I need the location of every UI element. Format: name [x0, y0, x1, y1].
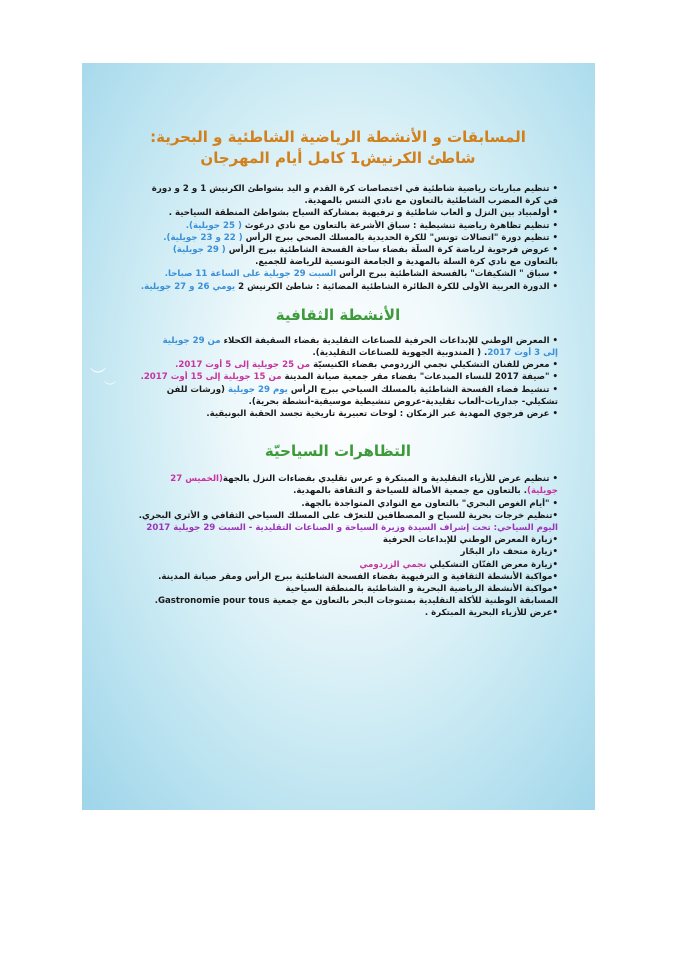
title-line-1: المسابقات و الأنشطة الرياضية الشاطئية و البحرية: — [150, 128, 526, 146]
page-title — [118, 127, 558, 169]
list-item: • تنظيم تظاهرة رياضية تنشيطية : سباق الأشرعة بالتعاون مع نادي درغوث ( 25 جويلية). — [185, 220, 558, 231]
bird-icon: ︶ — [104, 380, 117, 394]
list-item: إلى 3 أوت 2017. ( المندوبية الجهوية للصناعات التقليدية). — [312, 348, 558, 359]
list-item: اليوم السياحي: تحت إشراف السيدة وزيرة السياحة و الصناعات التقليدية - السبت 29 جويلية 2017 — [146, 523, 558, 534]
list-item: تشكيلي- جداريات-ألعاب تقليدية-عروض تنشيطية موسيقية-أنشطة بحرية). — [248, 396, 558, 407]
list-item: • معرض للفنان التشكيلي نجمي الزردومي بفضاء الكنيسيّة من 25 جويلية إلى 5 أوت 2017. — [175, 360, 558, 371]
cultural-list — [118, 335, 558, 420]
bird-icon: ︶ — [90, 366, 107, 385]
list-item: المسابقة الوطنية للأكلة التقليدية بمنتوجات البحر بالتعاون مع جمعية Gastronomie pour tous. — [154, 596, 558, 607]
section-title-tourism: التظاهرات السياحيّة — [264, 442, 412, 461]
list-item: • عروض فرجوية لرياضة كرة السلّة بفضاء ساحة الفسحة الشاطئية ببرج الرأس ( 29 جويلية) — [172, 245, 558, 256]
list-item: جويلية). بالتعاون مع جمعية الأصالة للسياحة و الثقافة بالمهدية. — [293, 486, 558, 497]
list-item: • أولمبياد بين النزل و ألعاب شاطئية و ترفيهية بمشاركة السياح بشواطئ المنطقة السياحية . — [168, 208, 558, 219]
list-item: • تنظيم دورة "اتصالات تونس" للكرة الحديدية بالمسلك الصحي ببرج الرأس ( 22 و 23 جويلية). — [163, 232, 558, 243]
sports-list — [118, 183, 558, 293]
poster — [82, 63, 595, 810]
list-item: •زيارة المعرض الوطني للإبداعات الحرفية — [382, 535, 558, 546]
tourism-list — [118, 473, 558, 619]
list-item: •زيارة متحف دار البحّار — [460, 547, 558, 558]
section-title-cultural: الأنشطة الثقافية — [275, 305, 401, 324]
list-item: • سباق " الشكيفات" بالفسحة الشاطئية ببرج الرأس السبت 29 جويلية على الساعة 11 صباحا. — [164, 269, 558, 280]
list-item: •زيارة معرض الفنّان التشكيلي نجمي الزردومي — [359, 559, 558, 570]
title-line-2: شاطئ الكرنيش1 كامل أيام المهرجان — [200, 149, 476, 167]
list-item: • عرض فرجوي المهدية عبر الزمكان : لوحات تعبيرية تاريخية تجسد الحقبة البونيقية. — [206, 409, 558, 420]
list-item: • تنظيم مباريات رياضية شاطئية في اختصاصات كرة القدم و اليد بشواطئ الكرنيش 1 و 2 و دورة — [151, 184, 558, 194]
list-item: •مواكبة الأنشطة الرياضية البحرية و الشاطئية بالمنطقة السياحية — [285, 584, 558, 595]
list-item: •مواكبة الأنشطة الثقافية و الترفيهية بفضاء الفسحة الشاطئية ببرج الرأس ومقر صيانة المدينة. — [158, 571, 558, 582]
list-item: • المعرض الوطني للإبداعات الحرفية للصناعات التقليدية بفضاء السقيفة الكحلاء من 29 جويلية — [162, 335, 558, 346]
poster-content — [118, 123, 558, 620]
list-item: • تنشيط فضاء الفسحة الشاطئية بالمسلك السياحي ببرج الرأس يوم 29 جويلية (ورشات للفن — [166, 384, 558, 395]
list-item: • "أيام الغوص البحري" بالتعاون مع النوادي المتواجدة بالجهة. — [301, 498, 558, 509]
list-item: في كرة المضرب الشاطئية بالتعاون مع نادي التنس بالمهدية. — [304, 196, 558, 207]
list-item: • تنظيم عرض للأزياء التقليدية و المبتكرة و عرس تقليدي بفضاءات النزل بالجهة(الخميس 27 — [170, 474, 558, 485]
list-item: • الدورة العربية الأولى للكرة الطائرة الشاطئية المضائية : شاطئ الكرنيش 2 يومي 26 و 27 جويلية. — [140, 281, 558, 292]
list-item: • "صيفة 2017 للنساء المبدعات" بفضاء مقر جمعية صيانة المدينة من 15 جويلية إلى 15 أوت 2017. — [140, 372, 558, 383]
list-item: •تنظيم خرجات بحرية للسياح و المصطافين للتعرّف على المسلك السياحي الثقافي و الأثري البحري. — [138, 510, 558, 521]
list-item: بالتعاون مع نادي كرة السلة بالمهدية و الجامعة التونسية للرياضة للجميع. — [255, 257, 558, 268]
list-item: •عرض للأزياء البحرية المبتكرة . — [424, 608, 558, 619]
